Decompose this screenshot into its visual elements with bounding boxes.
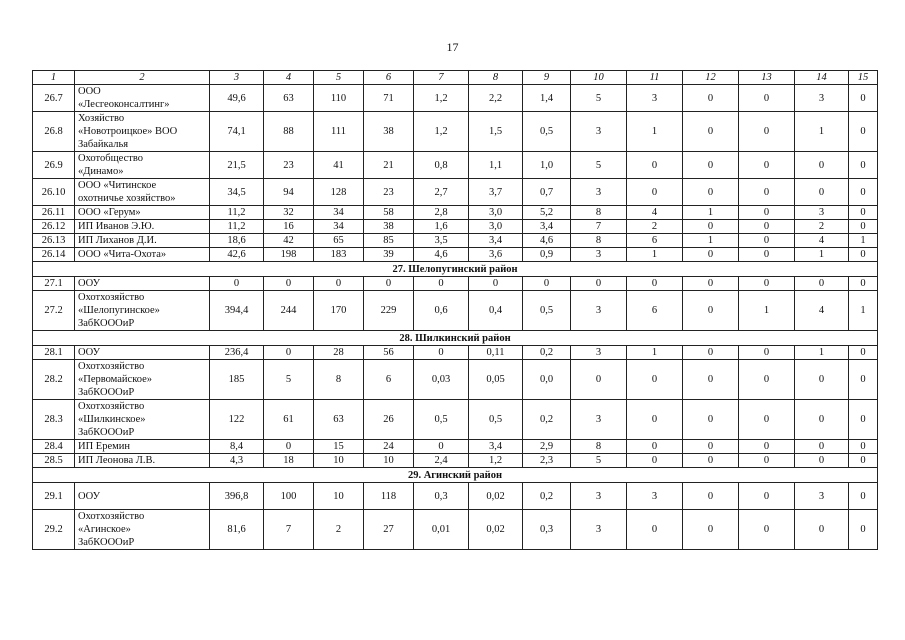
- row-number-cell: 26.12: [33, 220, 75, 234]
- value-cell: 0: [683, 510, 739, 550]
- page-number: 17: [446, 40, 459, 54]
- column-header: 7: [414, 71, 469, 85]
- value-cell: 0: [849, 220, 878, 234]
- value-cell: 0: [571, 277, 627, 291]
- value-cell: 0: [849, 440, 878, 454]
- value-cell: 2,2: [469, 85, 523, 112]
- value-cell: 3: [571, 248, 627, 262]
- value-cell: 170: [314, 291, 364, 331]
- row-number-cell: 29.1: [33, 483, 75, 510]
- value-cell: 0,3: [523, 510, 571, 550]
- value-cell: 0: [414, 440, 469, 454]
- value-cell: 58: [364, 206, 414, 220]
- value-cell: 0: [210, 277, 264, 291]
- value-cell: 0: [849, 152, 878, 179]
- value-cell: 34,5: [210, 179, 264, 206]
- value-cell: 1: [683, 234, 739, 248]
- owner-name-cell: ООО «Читинское охотничье хозяйство»: [75, 179, 210, 206]
- value-cell: 41: [314, 152, 364, 179]
- value-cell: 0,2: [523, 483, 571, 510]
- value-cell: 0: [849, 206, 878, 220]
- value-cell: 0: [683, 179, 739, 206]
- value-cell: 0: [627, 400, 683, 440]
- value-cell: 34: [314, 206, 364, 220]
- value-cell: 8,4: [210, 440, 264, 454]
- value-cell: 18,6: [210, 234, 264, 248]
- value-cell: 0: [627, 360, 683, 400]
- value-cell: 118: [364, 483, 414, 510]
- section-title: 29. Агинский район: [33, 468, 878, 483]
- value-cell: 3: [571, 346, 627, 360]
- value-cell: 4,3: [210, 454, 264, 468]
- value-cell: 0: [627, 510, 683, 550]
- value-cell: 236,4: [210, 346, 264, 360]
- value-cell: 0: [739, 220, 795, 234]
- value-cell: 1: [795, 112, 849, 152]
- value-cell: 1,6: [414, 220, 469, 234]
- value-cell: 0: [264, 440, 314, 454]
- value-cell: 0: [849, 179, 878, 206]
- value-cell: 2,7: [414, 179, 469, 206]
- value-cell: 0: [683, 277, 739, 291]
- value-cell: 3,7: [469, 179, 523, 206]
- value-cell: 0,05: [469, 360, 523, 400]
- value-cell: 8: [571, 234, 627, 248]
- value-cell: 7: [264, 510, 314, 550]
- value-cell: 0: [795, 510, 849, 550]
- section-title: 28. Шилкинский район: [33, 331, 878, 346]
- value-cell: 1: [795, 346, 849, 360]
- owner-name-cell: ООО «Лесгеоконсалтинг»: [75, 85, 210, 112]
- value-cell: 0: [683, 346, 739, 360]
- value-cell: 2: [795, 220, 849, 234]
- value-cell: 198: [264, 248, 314, 262]
- value-cell: 0: [849, 248, 878, 262]
- value-cell: 1: [739, 291, 795, 331]
- value-cell: 4,6: [414, 248, 469, 262]
- value-cell: 0: [683, 454, 739, 468]
- value-cell: 3,4: [469, 234, 523, 248]
- value-cell: 0,4: [469, 291, 523, 331]
- column-header: 8: [469, 71, 523, 85]
- value-cell: 0: [795, 152, 849, 179]
- section-title: 27. Шелопугинский район: [33, 262, 878, 277]
- value-cell: 2,8: [414, 206, 469, 220]
- value-cell: 0: [739, 206, 795, 220]
- value-cell: 0: [849, 85, 878, 112]
- value-cell: 0: [795, 179, 849, 206]
- table-row: [33, 206, 878, 220]
- value-cell: 396,8: [210, 483, 264, 510]
- table-row: [33, 152, 878, 179]
- value-cell: 2: [627, 220, 683, 234]
- value-cell: 1: [849, 291, 878, 331]
- value-cell: 100: [264, 483, 314, 510]
- column-header: 3: [210, 71, 264, 85]
- row-number-cell: 26.7: [33, 85, 75, 112]
- value-cell: 0: [469, 277, 523, 291]
- value-cell: 28: [314, 346, 364, 360]
- value-cell: 3,6: [469, 248, 523, 262]
- value-cell: 0,2: [523, 400, 571, 440]
- value-cell: 0: [683, 85, 739, 112]
- value-cell: 0,03: [414, 360, 469, 400]
- value-cell: 0,5: [523, 112, 571, 152]
- value-cell: 24: [364, 440, 414, 454]
- owner-name-cell: ИП Лиханов Д.И.: [75, 234, 210, 248]
- value-cell: 3: [571, 179, 627, 206]
- table-row: [33, 179, 878, 206]
- value-cell: 0: [849, 483, 878, 510]
- value-cell: 0: [849, 346, 878, 360]
- value-cell: 3,5: [414, 234, 469, 248]
- value-cell: 3: [571, 483, 627, 510]
- table-row: [33, 360, 878, 400]
- value-cell: 0: [683, 220, 739, 234]
- value-cell: 0: [523, 277, 571, 291]
- value-cell: 0: [683, 248, 739, 262]
- value-cell: 0: [683, 112, 739, 152]
- value-cell: 0: [739, 483, 795, 510]
- value-cell: 0,5: [469, 400, 523, 440]
- value-cell: 0: [627, 454, 683, 468]
- value-cell: 3: [795, 206, 849, 220]
- value-cell: 1,4: [523, 85, 571, 112]
- table-row: [33, 291, 878, 331]
- owner-name-cell: ООУ: [75, 346, 210, 360]
- value-cell: 3,0: [469, 220, 523, 234]
- value-cell: 85: [364, 234, 414, 248]
- column-header: 10: [571, 71, 627, 85]
- row-number-cell: 26.8: [33, 112, 75, 152]
- value-cell: 21,5: [210, 152, 264, 179]
- value-cell: 16: [264, 220, 314, 234]
- value-cell: 3: [627, 85, 683, 112]
- value-cell: 94: [264, 179, 314, 206]
- value-cell: 0,7: [523, 179, 571, 206]
- value-cell: 0: [739, 277, 795, 291]
- value-cell: 2: [314, 510, 364, 550]
- value-cell: 0: [739, 400, 795, 440]
- section-header-row: [33, 262, 878, 277]
- owner-name-cell: Охотхозяйство «Шелопугинское» ЗабКОООиР: [75, 291, 210, 331]
- value-cell: 0,6: [414, 291, 469, 331]
- value-cell: 0: [314, 277, 364, 291]
- value-cell: 5: [264, 360, 314, 400]
- value-cell: 0: [683, 400, 739, 440]
- owner-name-cell: Охотхозяйство «Первомайское» ЗабКОООиР: [75, 360, 210, 400]
- value-cell: 3: [571, 400, 627, 440]
- value-cell: 5: [571, 85, 627, 112]
- row-number-cell: 28.3: [33, 400, 75, 440]
- value-cell: 27: [364, 510, 414, 550]
- table-row: [33, 454, 878, 468]
- value-cell: 0: [739, 346, 795, 360]
- value-cell: 0: [849, 400, 878, 440]
- value-cell: 1,2: [469, 454, 523, 468]
- value-cell: 3: [571, 112, 627, 152]
- value-cell: 0: [683, 291, 739, 331]
- row-number-cell: 26.10: [33, 179, 75, 206]
- row-number-cell: 26.13: [33, 234, 75, 248]
- value-cell: 110: [314, 85, 364, 112]
- value-cell: 34: [314, 220, 364, 234]
- value-cell: 5,2: [523, 206, 571, 220]
- value-cell: 0,01: [414, 510, 469, 550]
- value-cell: 42: [264, 234, 314, 248]
- value-cell: 39: [364, 248, 414, 262]
- value-cell: 0: [849, 510, 878, 550]
- row-number-cell: 28.2: [33, 360, 75, 400]
- column-header: 5: [314, 71, 364, 85]
- value-cell: 0: [627, 152, 683, 179]
- value-cell: 4: [627, 206, 683, 220]
- value-cell: 1: [795, 248, 849, 262]
- value-cell: 15: [314, 440, 364, 454]
- value-cell: 3: [571, 291, 627, 331]
- row-number-cell: 26.14: [33, 248, 75, 262]
- value-cell: 1: [849, 234, 878, 248]
- value-cell: 61: [264, 400, 314, 440]
- value-cell: 0,5: [414, 400, 469, 440]
- table-row: [33, 400, 878, 440]
- row-number-cell: 27.1: [33, 277, 75, 291]
- table-row: [33, 248, 878, 262]
- value-cell: 0: [627, 179, 683, 206]
- value-cell: 11,2: [210, 206, 264, 220]
- value-cell: 0: [739, 179, 795, 206]
- value-cell: 0: [414, 277, 469, 291]
- value-cell: 56: [364, 346, 414, 360]
- column-header: 14: [795, 71, 849, 85]
- value-cell: 0: [364, 277, 414, 291]
- value-cell: 1: [627, 112, 683, 152]
- value-cell: 128: [314, 179, 364, 206]
- column-header: 6: [364, 71, 414, 85]
- owner-name-cell: ИП Иванов Э.Ю.: [75, 220, 210, 234]
- column-header: 13: [739, 71, 795, 85]
- value-cell: 49,6: [210, 85, 264, 112]
- owner-name-cell: Хозяйство «Новотроицкое» ВОО Забайкалья: [75, 112, 210, 152]
- value-cell: 0: [264, 277, 314, 291]
- value-cell: 111: [314, 112, 364, 152]
- value-cell: 0: [739, 234, 795, 248]
- value-cell: 0: [795, 277, 849, 291]
- value-cell: 0: [849, 454, 878, 468]
- value-cell: 0,11: [469, 346, 523, 360]
- value-cell: 0: [414, 346, 469, 360]
- value-cell: 65: [314, 234, 364, 248]
- value-cell: 0,9: [523, 248, 571, 262]
- value-cell: 0: [627, 277, 683, 291]
- value-cell: 4: [795, 234, 849, 248]
- value-cell: 1: [627, 346, 683, 360]
- row-number-cell: 29.2: [33, 510, 75, 550]
- value-cell: 38: [364, 220, 414, 234]
- value-cell: 0: [795, 400, 849, 440]
- table-row: [33, 510, 878, 550]
- value-cell: 63: [314, 400, 364, 440]
- value-cell: 8: [571, 206, 627, 220]
- value-cell: 0: [683, 483, 739, 510]
- value-cell: 0,2: [523, 346, 571, 360]
- column-header: 2: [75, 71, 210, 85]
- value-cell: 0: [739, 112, 795, 152]
- value-cell: 3: [571, 510, 627, 550]
- table-row: [33, 346, 878, 360]
- value-cell: 0: [739, 360, 795, 400]
- value-cell: 7: [571, 220, 627, 234]
- value-cell: 6: [364, 360, 414, 400]
- data-table: [32, 70, 878, 550]
- value-cell: 10: [314, 483, 364, 510]
- value-cell: 3,0: [469, 206, 523, 220]
- column-header: 11: [627, 71, 683, 85]
- table-row: [33, 85, 878, 112]
- header-row: [33, 71, 878, 85]
- value-cell: 1: [683, 206, 739, 220]
- value-cell: 4: [795, 291, 849, 331]
- owner-name-cell: ООУ: [75, 277, 210, 291]
- value-cell: 0,5: [523, 291, 571, 331]
- value-cell: 21: [364, 152, 414, 179]
- value-cell: 0,3: [414, 483, 469, 510]
- table-row: [33, 220, 878, 234]
- value-cell: 4,6: [523, 234, 571, 248]
- value-cell: 0: [849, 360, 878, 400]
- value-cell: 32: [264, 206, 314, 220]
- value-cell: 42,6: [210, 248, 264, 262]
- value-cell: 8: [571, 440, 627, 454]
- column-header: 15: [849, 71, 878, 85]
- value-cell: 23: [264, 152, 314, 179]
- value-cell: 0,0: [523, 360, 571, 400]
- section-header-row: [33, 331, 878, 346]
- table-row: [33, 234, 878, 248]
- owner-name-cell: ИП Леонова Л.В.: [75, 454, 210, 468]
- value-cell: 3: [795, 483, 849, 510]
- value-cell: 2,9: [523, 440, 571, 454]
- value-cell: 1,0: [523, 152, 571, 179]
- value-cell: 0: [739, 152, 795, 179]
- value-cell: 0: [849, 277, 878, 291]
- value-cell: 122: [210, 400, 264, 440]
- table-body: [33, 71, 878, 550]
- value-cell: 11,2: [210, 220, 264, 234]
- owner-name-cell: ООО «Герум»: [75, 206, 210, 220]
- value-cell: 0: [795, 454, 849, 468]
- value-cell: 10: [314, 454, 364, 468]
- owner-name-cell: ООУ: [75, 483, 210, 510]
- value-cell: 81,6: [210, 510, 264, 550]
- value-cell: 0,02: [469, 483, 523, 510]
- table-row: [33, 440, 878, 454]
- value-cell: 71: [364, 85, 414, 112]
- value-cell: 6: [627, 234, 683, 248]
- value-cell: 0: [571, 360, 627, 400]
- value-cell: 0: [627, 440, 683, 454]
- column-header: 12: [683, 71, 739, 85]
- column-header: 4: [264, 71, 314, 85]
- value-cell: 3,4: [523, 220, 571, 234]
- value-cell: 3: [627, 483, 683, 510]
- value-cell: 0: [795, 440, 849, 454]
- owner-name-cell: Охотхозяйство «Агинское» ЗабКОООиР: [75, 510, 210, 550]
- row-number-cell: 26.9: [33, 152, 75, 179]
- value-cell: 10: [364, 454, 414, 468]
- value-cell: 0: [264, 346, 314, 360]
- value-cell: 0: [739, 454, 795, 468]
- column-header: 9: [523, 71, 571, 85]
- value-cell: 244: [264, 291, 314, 331]
- value-cell: 1: [627, 248, 683, 262]
- value-cell: 2,4: [414, 454, 469, 468]
- value-cell: 0,02: [469, 510, 523, 550]
- table-row: [33, 277, 878, 291]
- value-cell: 88: [264, 112, 314, 152]
- value-cell: 26: [364, 400, 414, 440]
- value-cell: 0: [795, 360, 849, 400]
- value-cell: 0: [739, 510, 795, 550]
- value-cell: 23: [364, 179, 414, 206]
- value-cell: 229: [364, 291, 414, 331]
- section-header-row: [33, 468, 878, 483]
- owner-name-cell: ИП Еремин: [75, 440, 210, 454]
- owner-name-cell: Охотобщество «Динамо»: [75, 152, 210, 179]
- value-cell: 74,1: [210, 112, 264, 152]
- value-cell: 6: [627, 291, 683, 331]
- value-cell: 1,1: [469, 152, 523, 179]
- row-number-cell: 28.4: [33, 440, 75, 454]
- row-number-cell: 28.5: [33, 454, 75, 468]
- value-cell: 0: [739, 440, 795, 454]
- value-cell: 18: [264, 454, 314, 468]
- value-cell: 1,2: [414, 112, 469, 152]
- row-number-cell: 27.2: [33, 291, 75, 331]
- value-cell: 0: [739, 85, 795, 112]
- owner-name-cell: ООО «Чита-Охота»: [75, 248, 210, 262]
- value-cell: 5: [571, 454, 627, 468]
- value-cell: 5: [571, 152, 627, 179]
- column-header: 1: [33, 71, 75, 85]
- value-cell: 394,4: [210, 291, 264, 331]
- value-cell: 0,8: [414, 152, 469, 179]
- value-cell: 183: [314, 248, 364, 262]
- row-number-cell: 26.11: [33, 206, 75, 220]
- value-cell: 0: [739, 248, 795, 262]
- value-cell: 38: [364, 112, 414, 152]
- value-cell: 1,5: [469, 112, 523, 152]
- value-cell: 63: [264, 85, 314, 112]
- value-cell: 3,4: [469, 440, 523, 454]
- value-cell: 3: [795, 85, 849, 112]
- value-cell: 185: [210, 360, 264, 400]
- value-cell: 1,2: [414, 85, 469, 112]
- owner-name-cell: Охотхозяйство «Шилкинское» ЗабКОООиР: [75, 400, 210, 440]
- table-row: [33, 483, 878, 510]
- row-number-cell: 28.1: [33, 346, 75, 360]
- value-cell: 2,3: [523, 454, 571, 468]
- value-cell: 0: [849, 112, 878, 152]
- value-cell: 0: [683, 440, 739, 454]
- value-cell: 0: [683, 360, 739, 400]
- table-row: [33, 112, 878, 152]
- value-cell: 8: [314, 360, 364, 400]
- value-cell: 0: [683, 152, 739, 179]
